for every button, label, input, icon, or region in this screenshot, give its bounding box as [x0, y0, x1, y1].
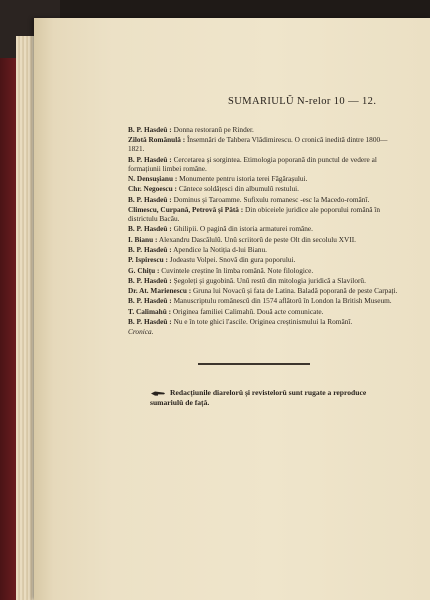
entry-title: Dominus și Taroamme. Sufixulu romanesc -esc la Macedo-românĭ.	[173, 194, 370, 204]
entry-title: Cronica.	[128, 327, 154, 337]
contents-entry	[128, 174, 400, 183]
contents-entry	[128, 276, 400, 285]
contents-entry	[128, 195, 400, 204]
entry-author: Chr. Negoescu :	[128, 184, 177, 194]
entry-author: B. P. Hasdeŭ :	[128, 154, 172, 164]
entry-author: Zilotă Românulă :	[128, 135, 186, 145]
contents-entry	[128, 255, 400, 264]
contents-entry	[128, 184, 400, 193]
contents-entry	[128, 296, 400, 305]
entry-title: Donna restoranŭ pe Rinder.	[173, 125, 254, 134]
entry-title: Nu e în tote ghici l'ascile. Originea creștinismului la Românĭ.	[173, 317, 353, 327]
entry-title: Apendice la Notiția d-lui Bianu.	[173, 245, 267, 254]
contents-entry	[128, 205, 400, 223]
contents-entry	[128, 125, 400, 134]
entry-author: I. Bianu :	[128, 234, 158, 244]
entry-author: B. P. Hasdeŭ :	[128, 296, 172, 306]
contents-entry	[128, 135, 400, 153]
entry-title: Cercetarea și sorgintea. Etimologia poporană din punctul de vedere al formațiunii limbei române.	[128, 154, 377, 173]
contents-entry	[128, 266, 400, 275]
entry-title: Însemnări de Tahbera Vlădimirescu. O cronică inedită dintre 1800—1821.	[128, 135, 388, 154]
entry-author: B. P. Hasdeŭ :	[128, 245, 172, 254]
entry-title: Monumente pentru istoria terei Făgărașului.	[179, 174, 308, 184]
entry-author: G. Chițu :	[128, 265, 160, 275]
entry-title: Manuscriptulu românescŭ din 1574 aflătorŭ în London la British Museum.	[173, 296, 392, 306]
contents-entry	[128, 155, 400, 173]
contents-entry	[128, 307, 400, 316]
entry-title: Alexandru Dascălulŭ. Unŭ scriitorŭ de peste Olt din secolulu XVII.	[158, 234, 356, 244]
entry-author: N. Densușianu :	[128, 174, 178, 184]
contents-entry	[128, 224, 400, 233]
contents-entry	[128, 327, 400, 336]
notice	[150, 388, 390, 409]
entry-title: Originea familiei Calimahŭ. Două acte comunicate.	[172, 306, 324, 316]
notice-text: Redacțiunile diarelorŭ și revistelorŭ sunt rugate a reproduce sumariulŭ de față.	[150, 388, 367, 408]
entry-title: Cântece soldățesci din albumulŭ restului.	[178, 184, 299, 194]
contents-list	[128, 125, 400, 338]
entry-title: Cuvintele creștine în limba română. Note filologice.	[161, 265, 314, 275]
contents-entry	[128, 235, 400, 244]
background-strip	[60, 0, 430, 20]
contents-entry	[128, 286, 400, 295]
entry-title: Ghilipii. O pagină din istoria armaturei române.	[173, 224, 313, 234]
entry-title: Jodeastu Volpei. Snovă din gura poporului.	[169, 255, 296, 265]
entry-author: B. P. Hasdeŭ :	[128, 125, 172, 134]
entry-author: B. P. Hasdeŭ :	[128, 275, 172, 285]
entry-author: Dr. At. Marienescu :	[128, 286, 192, 296]
contents-entry	[128, 245, 400, 254]
entry-author: B. P. Hasdeŭ :	[128, 224, 172, 234]
pointing-hand-icon	[150, 390, 166, 397]
entry-author: T. Calimahŭ :	[128, 306, 172, 316]
contents-entry	[128, 317, 400, 326]
divider	[198, 363, 310, 365]
page-title: SUMARIULŬ N-relor 10 — 12.	[228, 96, 377, 107]
entry-title: Șegoleți și gugobină. Unŭ restŭ din mitologia juridică a Slavilorŭ.	[173, 275, 366, 285]
entry-author: B. P. Hasdeŭ :	[128, 194, 172, 204]
entry-author: P. Ispirescu :	[128, 255, 168, 265]
entry-title: Gruna lui Novacŭ și fata de Latina. Baladă poporană de peste Carpați.	[193, 286, 398, 296]
entry-title: Din obiceiele juridice ale poporului română în districtulu Bacău.	[128, 205, 380, 224]
entry-author: Climescu, Curpană, Petrovă și Pătă :	[128, 205, 244, 214]
entry-author: B. P. Hasdeŭ :	[128, 317, 172, 327]
